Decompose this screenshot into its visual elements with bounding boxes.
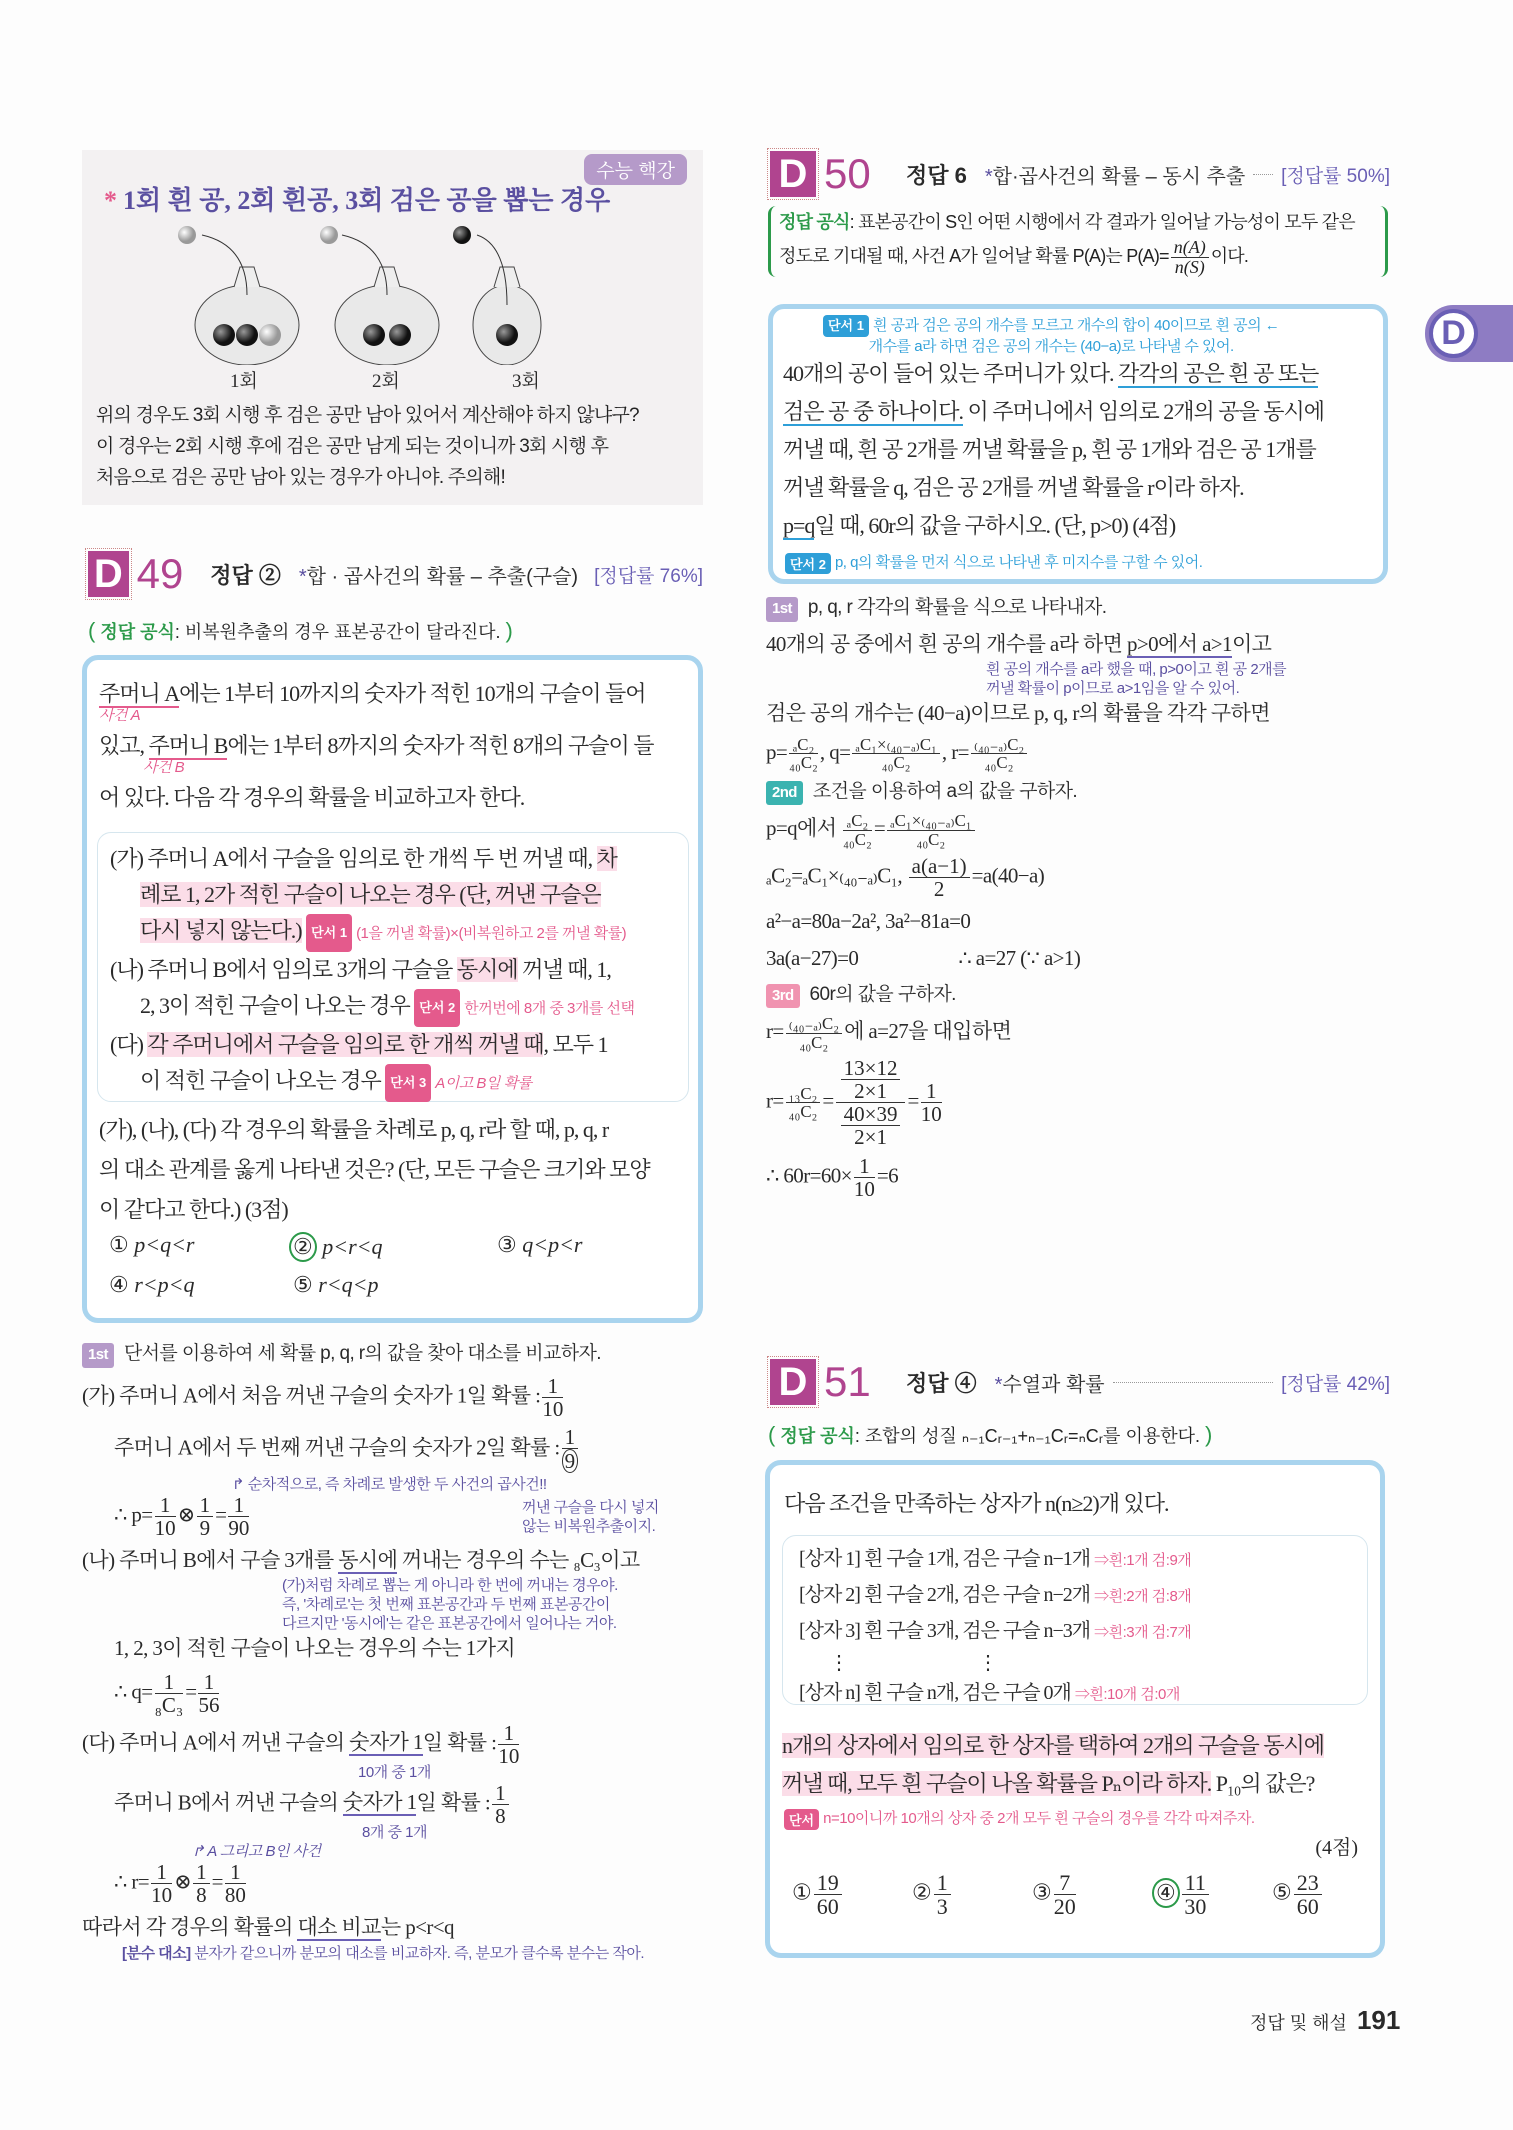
sol-eq: ∴ a=27 (∵ a>1) [958, 946, 1081, 971]
condition-da [110, 1027, 682, 1063]
note-line: 꺼낸 구슬을 다시 넣지 [522, 1498, 659, 1516]
hint-1: 단서 1 흰 공과 검은 공의 개수를 모르고 개수의 합이 40이므로 흰 공의 ← 개수를 a라 하면 검은 공의 개수는 (40−a)로 나타낼 수 있어. [823, 315, 1279, 357]
note-text: 분자가 같으니까 분모의 대소를 비교하자. 즉, 분모가 클수록 분수는 작아. [194, 1944, 645, 1962]
box-row [799, 1676, 1367, 1712]
topic-text: 수열과 확률 [1002, 1373, 1105, 1396]
den: 10 [920, 1102, 942, 1127]
correct-rate: [정답률 42%] [1281, 1373, 1390, 1395]
den: 9 [199, 1515, 211, 1540]
problem-line [783, 355, 1383, 393]
note-line: 즉, '차례로'는 첫 번째 표본공간과 두 번째 표본공간이 [282, 1596, 610, 1614]
leader-dots [1113, 1382, 1273, 1383]
text: (나) 주머니 B에서 임의로 3개의 구슬을 [110, 957, 457, 982]
question-number: 50 [824, 150, 871, 197]
num: 7 [1054, 1871, 1076, 1895]
num: ₐC₂ [789, 736, 818, 755]
hint-text: A이고 B일 확률 [435, 1075, 532, 1092]
section-letter: D [770, 1359, 816, 1405]
step-tag: 2nd [766, 781, 803, 806]
note-text: A 그리고 B인 사건 [207, 1843, 321, 1861]
den: 10 [542, 1396, 564, 1421]
text: (다) 주머니 A에서 꺼낸 구슬의 [82, 1730, 350, 1755]
choice-1[interactable] [109, 1232, 195, 1258]
correct-rate: [정답률 76%] [594, 565, 703, 587]
num: 1 [151, 1861, 172, 1884]
box-row [799, 1614, 1367, 1650]
condition-ga-3 [110, 913, 682, 952]
question-line: (가), (나), (다) 각 경우의 확률을 차례로 p, q, r라 할 때, p, q, r [99, 1117, 609, 1142]
formula-text: 정도로 기대될 때, 사건 A가 일어날 확률 P(A)는 P(A)= [779, 246, 1169, 267]
choice-number: ⑤ [1272, 1879, 1292, 1905]
sol-line: 주머니 A에서 두 번째 꺼낸 구슬의 숫자가 2일 확률 : [114, 1434, 560, 1459]
note-label: [분수 대소] [122, 1944, 191, 1962]
sol-eq: p= [766, 739, 788, 764]
question-number: 51 [824, 1358, 871, 1405]
num: 1 [498, 1722, 519, 1745]
choice-2[interactable] [912, 1871, 953, 1918]
note-event-b: 사건 B [143, 759, 185, 776]
den: ₄₀C₂ [881, 753, 911, 773]
condition-na [110, 952, 682, 988]
bag-label-2: 2회 [372, 371, 400, 392]
step-text: 단서를 이용하여 세 확률 p, q, r의 값을 찾아 대소를 비교하자. [123, 1343, 601, 1364]
q50-header [770, 150, 1390, 198]
problem-line: 어 있다. 다음 각 경우의 확률을 비교하고자 한다. [99, 785, 525, 810]
num: 1 [228, 1494, 249, 1517]
page-footer [1250, 2005, 1400, 2036]
condition-na-2 [110, 988, 682, 1027]
num: 1 [492, 1782, 509, 1805]
sol-eq: ₐC₂=ₐC₁×₍₄₀₋ₐ₎C₁, [766, 862, 907, 887]
box-text: [상자 3] 흰 구슬 3개, 검은 구슬 n−3개 [799, 1620, 1091, 1642]
sol-line: 1, 2, 3이 적힌 구슬이 나오는 경우의 수는 1가지 [114, 1636, 516, 1661]
hint-tag: 단서 [784, 1809, 819, 1830]
den: ₄₀C₂ [788, 1102, 818, 1122]
formula-label: 정답 공식 [779, 212, 850, 232]
tip-line: 위의 경우도 3회 시행 후 검은 공만 남아 있어서 계산해야 하지 않냐구? [96, 405, 639, 426]
den: 9 [562, 1449, 579, 1473]
note-line: 다르지만 '동시에'는 같은 표본공간에서 일어나는 거야. [282, 1615, 617, 1633]
text: 있고, [99, 733, 149, 758]
step-tag: 1st [766, 597, 798, 622]
text: 례로 1, 2가 적힌 구슬이 나오는 경우 [140, 882, 460, 907]
text: (나) 주머니 B에서 구슬 3개를 [82, 1547, 339, 1572]
den: 10 [498, 1743, 520, 1768]
problem-line [99, 668, 694, 720]
bag-b-underline: 주머니 B [148, 733, 228, 758]
text: p=q [783, 513, 815, 538]
question-line: P₁₀의 값은? [1211, 1771, 1315, 1796]
text: 40개의 공 중에서 흰 공의 개수를 a라 하면 [766, 631, 1128, 656]
num: n(A) [1171, 238, 1209, 258]
hint-text: (1을 꺼낼 확률)×(비복원하고 2를 꺼낼 확률) [356, 925, 627, 942]
choice-number: ② [912, 1879, 932, 1905]
chapter-side-tab [1425, 305, 1513, 362]
den: 8 [495, 1804, 506, 1829]
choice-number: ⑤ [293, 1272, 313, 1297]
text: (단, 꺼낸 구슬은 [459, 882, 601, 907]
den: ₄₀C₂ [916, 829, 946, 849]
times-circle: ⊗ [174, 1869, 192, 1894]
bag-2 [320, 226, 439, 365]
box-text: [상자 n] 흰 구슬 n개, 검은 구슬 0개 [799, 1682, 1071, 1704]
choice-text: p<q<r [134, 1232, 195, 1257]
text: 꺼내는 경우의 수는 ₈C₃이고 [397, 1547, 640, 1572]
text: 에는 1부터 10까지의 숫자가 적힌 10개의 구슬이 들어 [179, 681, 646, 706]
topic [985, 160, 1245, 189]
section-letter: D [88, 551, 129, 597]
text: 숫자가 1 [342, 1790, 417, 1815]
choice-4[interactable] [1152, 1871, 1211, 1918]
leader-dots [1253, 174, 1273, 175]
tip-title-text: 1회 흰 공, 2회 흰공, 3회 검은 공을 뽑는 경우 [123, 186, 611, 215]
den: 2×1 [854, 1125, 887, 1150]
sol-eq: =a(40−a) [971, 862, 1045, 887]
text: 동시에 [456, 957, 518, 982]
chapter-letter: D [1429, 309, 1478, 358]
hint-text: 한꺼번에 8개 중 3개를 선택 [464, 1000, 635, 1017]
note-line: 꺼낼 확률이 p이므로 a>1임을 알 수 있어. [986, 680, 1240, 697]
den: 56 [198, 1692, 220, 1717]
bag-a-underline: 주머니 A [99, 681, 180, 706]
formula-label: 정답 공식 [100, 622, 175, 642]
text: 주머니 B에서 꺼낸 구슬의 [114, 1790, 343, 1815]
text: 이고 [1231, 631, 1272, 656]
note-a-gt-1 [766, 660, 1406, 698]
asterisk: * [104, 186, 117, 215]
sol-eq: , q= [819, 739, 851, 764]
q49-problem-box [82, 655, 703, 1323]
answer: 정답 6 [906, 162, 967, 188]
note-event-a: 사건 A [99, 707, 141, 724]
num: 1 [562, 1426, 579, 1449]
question-line: 의 대소 관계를 옳게 나타낸 것은? (단, 모든 구슬은 크기와 모양 [99, 1157, 650, 1182]
bags-illustration [162, 225, 542, 365]
num: ₍₄₀₋ₐ₎C₂ [786, 1015, 842, 1034]
num: 11 [1182, 1871, 1209, 1895]
points: (4점) [1315, 1837, 1358, 1859]
num: 1 [155, 1494, 176, 1517]
sol-eq: ∴ 60r=60× [766, 1162, 852, 1187]
page-number: 191 [1356, 2005, 1401, 2035]
text: 각각의 공은 흰 공 또는 [1118, 361, 1319, 386]
condition-da-2 [110, 1063, 682, 1102]
topic-text: 합 · 곱사건의 확률 – 추출(구슬) [306, 565, 579, 588]
choice-number: ③ [1032, 1879, 1052, 1905]
problem-line: 꺼낼 때, 흰 공 2개를 꺼낼 확률을 p, 흰 공 1개와 검은 공 1개를 [783, 437, 1316, 462]
note-text: 순차적으로, 즉 차례로 발생한 두 사건의 곱사건!! [247, 1475, 547, 1493]
choice-text: r<q<p [318, 1272, 379, 1297]
num: ₐC₁×₍₄₀₋ₐ₎C₁ [852, 736, 940, 755]
question-line: n개의 상자에서 임의로 한 상자를 택하여 2개의 구슬을 동시에 [782, 1733, 1325, 1758]
num: ₁₃C₂ [786, 1085, 821, 1104]
text: 2, 3이 적힌 구슬이 나오는 경우 [140, 993, 410, 1018]
sol-eq: p=q에서 [766, 816, 837, 841]
note-fraction-compare [82, 1944, 707, 1963]
box-note: ⇒흰:3개 검:7개 [1094, 1624, 1192, 1641]
section-letter: D [770, 151, 816, 197]
formula-text: 이다. [1210, 246, 1249, 267]
sol-line: 검은 공의 개수는 (40−a)이므로 p, q, r의 확률을 각각 구하면 [766, 701, 1270, 725]
hint-tag: 단서 2 [414, 989, 460, 1027]
den: 60 [816, 1894, 839, 1920]
question-line: 꺼낼 때, 모두 흰 구슬이 나올 확률을 Pₙ이라 하자. [782, 1771, 1212, 1796]
note-non-replacement [522, 1498, 659, 1536]
num: 1 [542, 1375, 563, 1398]
step-tag: 3rd [766, 984, 800, 1009]
sol-eq: ∴ r= [114, 1869, 150, 1894]
text: 이 주머니에서 임의로 2개의 공을 동시에 [963, 399, 1325, 424]
num: ₐC₂ [843, 812, 872, 831]
sol-eq: a²−a=80a−2a², 3a²−81a=0 [766, 908, 971, 933]
den: ₄₀C₂ [843, 829, 872, 849]
den: ₄₀C₂ [984, 753, 1014, 773]
asterisk: * [984, 165, 993, 188]
note-arrow: ↱ 순차적으로, 즉 차례로 발생한 두 사건의 곱사건!! [232, 1475, 547, 1493]
box-text: [상자 1] 흰 구슬 1개, 검은 구슬 n−1개 [799, 1548, 1091, 1570]
choice-number: ④ [109, 1272, 129, 1297]
times-circle: ⊗ [177, 1502, 195, 1527]
den: ₈C₃ [154, 1692, 184, 1717]
q51-problem-box [765, 1460, 1385, 1958]
sol-eq: r= [766, 1019, 784, 1044]
sol-eq: ∴ q= [114, 1679, 153, 1704]
box-row [799, 1578, 1367, 1614]
num: 1 [854, 1155, 875, 1178]
condition-ga-2 [110, 877, 682, 913]
text: p>0에서 a>1 [1127, 631, 1232, 656]
q49-formula: ( 정답 공식: 비복원추출의 경우 표본공간이 달라진다. ) [88, 618, 513, 643]
num: ₍₄₀₋ₐ₎C₂ [971, 736, 1027, 755]
condition-ga [110, 841, 682, 877]
sol-eq: 3a(a−27)=0 [766, 946, 859, 971]
box-text: [상자 2] 흰 구슬 2개, 검은 구슬 n−2개 [799, 1584, 1091, 1606]
problem-line [783, 393, 1383, 431]
topic-text: 합·곱사건의 확률 – 동시 추출 [992, 165, 1246, 188]
den: 10 [154, 1515, 176, 1540]
equals: = [211, 1869, 223, 1894]
tip-line: 이 경우는 2회 시행 후에 검은 공만 남게 되는 것이니까 3회 시행 후 [96, 436, 609, 457]
step-tag: 1st [82, 1343, 114, 1368]
text: , 모두 1 [543, 1032, 608, 1057]
footer-label: 정답 및 해설 [1250, 2013, 1347, 2033]
choice-4[interactable] [109, 1272, 195, 1298]
hint-tag: 단서 1 [306, 914, 352, 952]
den: 10 [151, 1883, 173, 1908]
equals: = [185, 1679, 197, 1704]
choice-5[interactable] [293, 1272, 379, 1298]
text: 검은 공 중 하나이다. [783, 399, 964, 424]
choice-5[interactable] [1272, 1871, 1324, 1918]
sol-eq: =6 [876, 1162, 899, 1187]
selected-choice-circle: ④ [1152, 1878, 1180, 1908]
num: 1 [197, 1494, 214, 1517]
q50-problem-box [768, 304, 1388, 584]
hint-text: p, q의 확률을 먼저 식으로 나타낸 후 미지수를 구할 수 있어. [834, 554, 1203, 571]
den: 90 [228, 1515, 250, 1540]
choice-3[interactable] [1032, 1871, 1078, 1918]
tip-title [104, 180, 610, 217]
text: 각 주머니에서 구슬을 임의로 한 개씩 꺼낼 때 [147, 1032, 544, 1057]
num: 13×12 [841, 1057, 901, 1080]
problem-intro: 다음 조건을 만족하는 상자가 n(n≥2)개 있다. [784, 1491, 1169, 1516]
num: ₐC₁×₍₄₀₋ₐ₎C₁ [887, 812, 975, 831]
tip-box [82, 150, 703, 505]
choice-1[interactable] [792, 1871, 844, 1918]
choice-text: q<p<r [522, 1232, 583, 1257]
question-number: 49 [136, 550, 184, 597]
num: 40×39 [841, 1103, 901, 1126]
asterisk: * [298, 565, 307, 588]
bag-label-3: 3회 [512, 371, 540, 392]
hint-line: 흰 공과 검은 공의 개수를 모르고 개수의 합이 40이므로 흰 공의 [872, 316, 1262, 334]
bag-3 [453, 226, 541, 365]
q49-header [88, 550, 703, 598]
tip-text [96, 400, 639, 493]
topic [299, 560, 578, 589]
step-text: 60r의 값을 구하자. [809, 983, 956, 1005]
num: 1 [193, 1861, 210, 1884]
num: 1 [198, 1671, 219, 1694]
correct-rate: [정답률 50%] [1281, 165, 1390, 187]
note-line: (가)처럼 차례로 뽑는 게 아니라 한 번에 꺼내는 경우야. [282, 1577, 618, 1595]
text: 일 때, 60r의 값을 구하시오. (단, p>0) (4점) [814, 513, 1176, 538]
choice-number: ③ [497, 1232, 517, 1257]
text: (가) 주머니 A에서 구슬을 임의로 한 개씩 두 번 꺼낼 때, [110, 846, 597, 871]
formula-text: : 조합의 성질 ₙ₋₁Cᵣ₋₁+ₙ₋₁Cᵣ=ₙCᵣ를 이용한다. [854, 1426, 1200, 1446]
q50-formula [768, 206, 1388, 277]
text: 일 확률 : [416, 1790, 491, 1815]
answer: 정답 ② [210, 562, 281, 588]
vdots: ⋮ [829, 1652, 848, 1674]
hint-tag: 단서 3 [385, 1064, 431, 1102]
problem-line [99, 720, 694, 772]
tip-line: 처음으로 검은 공만 남아 있는 경우가 아니야. 주의해! [96, 467, 505, 488]
vdots: ⋮ [978, 1652, 997, 1674]
box-note: ⇒흰:1개 검:9개 [1094, 1552, 1192, 1569]
text: 따라서 각 경우의 확률의 [82, 1915, 298, 1940]
q50-solution: 1st p, q, r 각각의 확률을 식으로 나타내자. 40개의 공 중에서 흰 공의 개수를 a라 하면 p>0에서 a>1이고 흰 공의 개수를 a라 했을 때, p>0이고 흰 공 2개를 꺼낼 확률이 p이므로 a>1임을 알 수 있어. 검은 공의 개수는 (40−a)이므로 p, q, r의 확률을 각각 구하면 p= $\frac{\text{ₐC₂}}{\text{₄₀C₂}}$ , q= $\frac{\text{ₐC₁×₍₄₀₋ₐ₎C₁}}{\text{₄₀C₂}}$ , r= $\frac{\text{₍₄₀₋ₐ₎C₂}}{\text{₄₀C₂}}$ 2nd 조건을 이용하여 a의 값을 구하자. p=q에서 $\frac{\text{ₐC₂}}{\text{₄₀C₂}}$ = $\frac{\text{ₐC₁×₍₄₀₋ₐ₎C₁}}{\text{₄₀C₂}}$ ₐC₂=ₐC₁×₍₄₀₋ₐ₎C₁, $\frac{a(a-1)}{2}$ =a(40−a) a²−a=80a−2a², 3a²−81a=0 3a(a−27)=0 ∴ a=27 (∵ a>1) 3rd 60r의 값을 구하자. r= $\frac{\text{₍₄₀₋ₐ₎C₂}}{\text{₄₀C₂}}$ 에 a=27을 대입하면 r= $\frac{\text{₁₃C₂}}{\text{₄₀C₂}}$ = $\frac{\frac{13\times 12}{2\times 1}}{\frac{40\times 39}{2\times 1}}$ = $\frac{1}{10}$ ∴ 60r=60× $\frac{1}{10}$ =6 [766, 594, 1406, 1206]
formula-text: : 표본공간이 S인 어떤 시행에서 각 결과가 일어날 가능성이 모두 같은 [849, 212, 1355, 232]
text: 일 확률 : [422, 1730, 497, 1755]
den: ₄₀C₂ [799, 1032, 829, 1052]
den: 20 [1053, 1894, 1076, 1920]
num: 23 [1294, 1871, 1322, 1895]
formula-text: : 비복원추출의 경우 표본공간이 달라진다. [174, 622, 501, 642]
answer: 정답 ④ [906, 1370, 977, 1396]
hint [784, 1807, 1255, 1830]
note-8-1: 8개 중 1개 [362, 1824, 427, 1842]
hint-text: n=10이니까 10개의 상자 중 2개 모두 흰 구슬의 경우를 각각 따져주자. [823, 1810, 1255, 1827]
text: 꺼낼 때, 1, [517, 957, 611, 982]
sol-line: (가) 주머니 A에서 처음 꺼낸 구슬의 숫자가 1일 확률 : [82, 1382, 541, 1407]
num: 1 [225, 1861, 246, 1884]
box-conditions [782, 1535, 1368, 1705]
note-simultaneous [82, 1576, 707, 1633]
text: 차 [596, 846, 617, 871]
asterisk: * [994, 1373, 1003, 1396]
topic [995, 1368, 1105, 1397]
step-text: 조건을 이용하여 a의 값을 구하자. [812, 780, 1078, 802]
den: 8 [196, 1883, 207, 1908]
box-note: ⇒흰:2개 검:8개 [1094, 1588, 1192, 1605]
hint-line: 개수를 a라 하면 검은 공의 개수는 (40−a)로 나타낼 수 있어. [868, 338, 1234, 355]
den: n(S) [1174, 256, 1205, 277]
choice-text: r<p<q [134, 1272, 195, 1297]
text: 40개의 공이 들어 있는 주머니가 있다. [783, 361, 1119, 386]
hint-tag: 단서 1 [823, 315, 869, 337]
sol-eq: , r= [941, 739, 969, 764]
box-note: ⇒흰:10개 검:0개 [1074, 1686, 1180, 1703]
num: 1 [155, 1671, 184, 1694]
formula-label: 정답 공식 [780, 1426, 855, 1446]
tip-badge: 수능 핵강 [584, 154, 687, 185]
note-10-1: 10개 중 1개 [358, 1763, 431, 1781]
step-text: p, q, r 각각의 확률을 식으로 나타내자. [807, 597, 1107, 618]
bag-1 [178, 226, 299, 365]
text: 에는 1부터 8까지의 숫자가 적힌 8개의 구슬이 들 [227, 733, 654, 758]
num: 19 [814, 1871, 842, 1895]
num: 1 [934, 1871, 951, 1895]
choice-text: p<r<q [322, 1234, 383, 1259]
num: a(a−1) [909, 855, 970, 878]
conditions-box [97, 832, 689, 1102]
problem-line: 꺼낼 확률을 q, 검은 공 2개를 꺼낼 확률을 r이라 하자. [783, 475, 1244, 500]
den: 3 [936, 1894, 948, 1920]
den: ₄₀C₂ [789, 753, 818, 773]
sol-eq: ∴ p= [114, 1502, 153, 1527]
text: 동시에 [338, 1547, 398, 1572]
text: 다시 넣지 않는다.) [140, 918, 302, 943]
choice-3[interactable] [497, 1232, 583, 1258]
bag-label-1: 1회 [230, 371, 258, 392]
num: 1 [921, 1080, 942, 1103]
question-line: 이 같다고 한다.) (3점) [99, 1197, 288, 1222]
q51-header [770, 1358, 1390, 1406]
text: 는 p<r<q [380, 1915, 454, 1940]
choice-number: ① [792, 1879, 812, 1905]
vdots-row [799, 1650, 1367, 1676]
note-line: 흰 공의 개수를 a라 했을 때, p>0이고 흰 공 2개를 [986, 661, 1287, 678]
q51-formula: ( 정답 공식: 조합의 성질 ₙ₋₁Cᵣ₋₁+ₙ₋₁Cᵣ=ₙCᵣ를 이용한다. ) [768, 1422, 1213, 1447]
sol-eq: 에 a=27을 대입하면 [844, 1019, 1012, 1044]
hint-2 [785, 551, 1202, 574]
choice-number: ① [109, 1232, 129, 1257]
den: 30 [1184, 1894, 1207, 1920]
text: 숫자가 1 [349, 1730, 423, 1755]
choice-2[interactable] [289, 1232, 383, 1262]
hint-tag: 단서 2 [785, 553, 831, 574]
sol-eq: r= [766, 1088, 784, 1113]
box-row [799, 1542, 1367, 1578]
note-line: 않는 비복원추출이지. [522, 1517, 656, 1535]
text: (다) [110, 1032, 148, 1057]
q49-solution [82, 1340, 707, 1963]
den: 80 [224, 1883, 246, 1908]
text: 이 적힌 구슬이 나오는 경우 [140, 1068, 381, 1093]
text: 대소 비교 [297, 1915, 381, 1940]
note-arrow-ab: ↱ A 그리고 B인 사건 [192, 1843, 321, 1861]
problem-line [783, 507, 1383, 545]
equals: = [215, 1502, 227, 1527]
den: 2 [933, 876, 945, 901]
den: 2×1 [854, 1079, 887, 1104]
selected-choice-circle: ② [289, 1232, 317, 1262]
den: 60 [1296, 1894, 1319, 1920]
den: 10 [853, 1176, 875, 1201]
